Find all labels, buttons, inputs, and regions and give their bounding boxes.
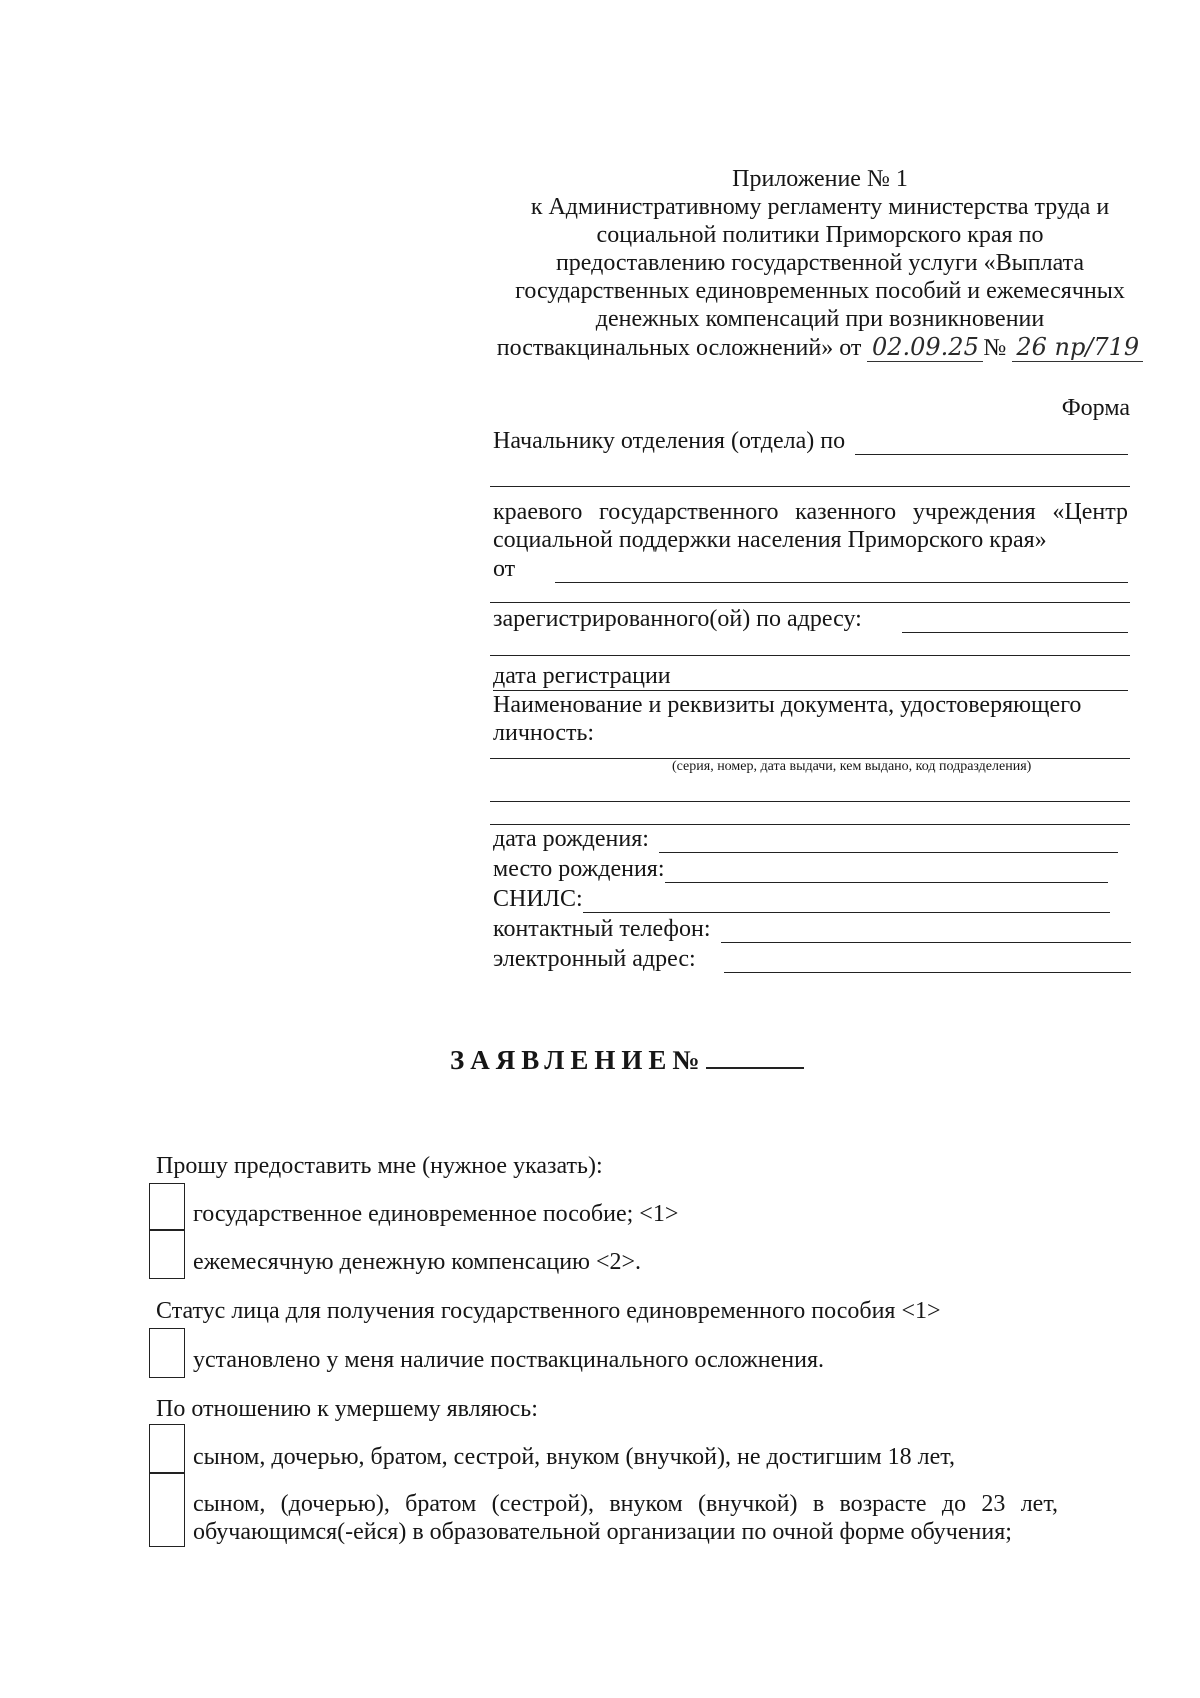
checkbox-monthly-compensation[interactable] — [149, 1229, 185, 1279]
checkbox-lump-sum-benefit[interactable] — [149, 1183, 185, 1231]
appendix-line: к Административному регламенту министерства труда и — [530, 194, 1110, 220]
from-label: от — [493, 556, 516, 582]
id-document-hint: (серия, номер, дата выдачи, кем выдано, код подразделения) — [672, 759, 1032, 774]
number-sign: № — [983, 335, 1007, 361]
registration-date-row — [493, 662, 1128, 691]
registration-date-label[interactable]: дата регистрации — [493, 662, 1128, 691]
snils-label: СНИЛС: — [493, 886, 583, 912]
phone-label: контактный телефон: — [493, 916, 711, 942]
option-relation-student-under-23: сыном, (дочерью), братом (сестрой), внуком (внучкой) в возрасте до 23 лет, обучающимся(-ейся) в образовательной организации по очной форме обучения; — [193, 1491, 1058, 1545]
registered-address-label: зарегистрированного(ой) по адресу: — [493, 606, 862, 632]
appendix-last-line — [490, 333, 1150, 362]
birth-place-field[interactable] — [665, 860, 1108, 883]
blank-line[interactable] — [490, 655, 1130, 656]
registered-address-row — [493, 606, 1128, 633]
appendix-line: социальной политики Приморского края по — [596, 222, 1044, 248]
applicant-name-field[interactable] — [555, 560, 1128, 583]
birth-date-label: дата рождения: — [493, 826, 649, 852]
option-relation-under-18: сыном, дочерью, братом, сестрой, внуком (внучкой), не достигшим 18 лет, — [193, 1444, 955, 1470]
head-of-department-row — [493, 428, 1128, 455]
birth-place-label: место рождения: — [493, 856, 665, 882]
appendix-line: денежных компенсаций при возникновении — [595, 306, 1045, 332]
checkbox-relation-student-under-23[interactable] — [149, 1472, 185, 1547]
appendix-line: предоставлению государственной услуги «Выплата — [555, 250, 1085, 276]
appendix-line: Приложение № 1 — [732, 166, 908, 192]
blank-line[interactable] — [490, 801, 1130, 802]
applicant-from-row — [493, 556, 1128, 583]
request-intro: Прошу предоставить мне (нужное указать): — [156, 1153, 603, 1179]
email-label: электронный адрес: — [493, 946, 696, 972]
status-intro: Статус лица для получения государственного единовременного пособия <1> — [156, 1298, 941, 1324]
blank-line[interactable] — [490, 602, 1130, 603]
checkbox-complication-status[interactable] — [149, 1328, 185, 1378]
document-title — [450, 1045, 804, 1076]
snils-field[interactable] — [583, 890, 1110, 913]
option-lump-sum-benefit: государственное единовременное пособие; <1> — [193, 1201, 679, 1227]
id-document-label: Наименование и реквизиты документа, удостоверяющего личность: — [493, 692, 1082, 746]
phone-row — [493, 916, 1131, 943]
relation-intro: По отношению к умершему являюсь: — [156, 1396, 538, 1422]
title-number-sign: № — [672, 1045, 706, 1075]
phone-field[interactable] — [721, 920, 1132, 943]
title-text: ЗАЯВЛЕНИЕ — [450, 1045, 673, 1075]
birth-date-row — [493, 826, 1118, 853]
application-number-field[interactable] — [706, 1045, 804, 1069]
option-monthly-compensation: ежемесячную денежную компенсацию <2>. — [193, 1249, 642, 1275]
option-complication-status: установлено у меня наличие поствакцинального осложнения. — [193, 1347, 824, 1373]
appendix-line: государственных единовременных пособий и ежемесячных — [515, 278, 1125, 304]
email-field[interactable] — [724, 950, 1131, 973]
appendix-last-line-prefix: поствакцинальных осложнений» от — [496, 335, 862, 361]
appendix-header — [490, 165, 1150, 362]
handwritten-date: 02.09.25 — [867, 333, 983, 362]
snils-row — [493, 886, 1110, 913]
form-label: Форма — [1061, 395, 1130, 421]
birth-place-row — [493, 856, 1108, 883]
head-of-department-label: Начальнику отделения (отдела) по — [493, 428, 846, 454]
blank-line[interactable] — [490, 824, 1130, 825]
head-of-department-field[interactable] — [855, 432, 1128, 455]
handwritten-number: 26 пр/719 — [1012, 333, 1143, 362]
registered-address-field[interactable] — [902, 610, 1128, 633]
birth-date-field[interactable] — [659, 830, 1118, 853]
blank-line[interactable] — [490, 486, 1130, 487]
institution-name: краевого государственного казенного учреждения «Центр социальной поддержки населения Приморского края» — [493, 499, 1128, 553]
email-row — [493, 946, 1131, 973]
checkbox-relation-under-18[interactable] — [149, 1424, 185, 1474]
